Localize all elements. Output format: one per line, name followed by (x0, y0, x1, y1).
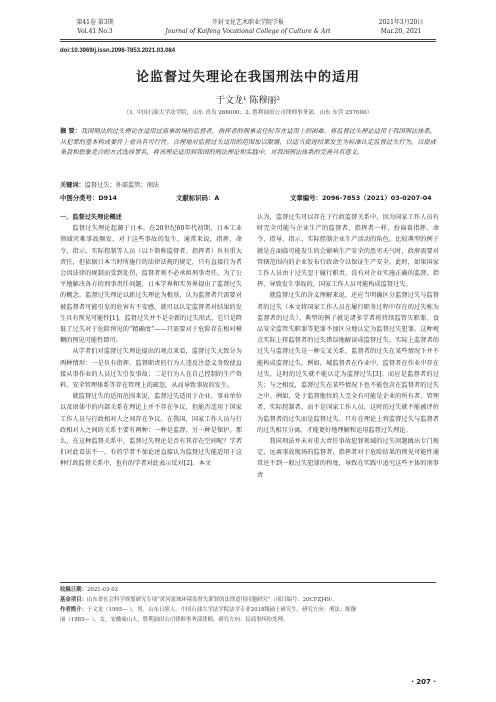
author-label: 作者简介： (60, 607, 87, 613)
publication-date-cn: 2021年3月20日 (378, 19, 424, 26)
paragraph: 监督过失理论起源于日本。在20世纪60年代初期，日本工业领域灾难事故频发，对于这些事故的发生，通常来说，指挥、命令、指示、实际控制等人员（以下简称监督者、指挥者）负有重大责任，但依据日本当时所施行的法律法规的规定，只有直接行为者会因法律的规制而受到处罚，监督者则不必承担刑事责任。为了公平地解决各方的刑事责任问题，日本学界和实务界提出了监督过失的概念。监督过失理论以新过失理论为根基，认为监督者只需要对被监督者可能引发的危害有不安感，就可以认定监督者对结果的发生具有预见可能性[1]。监督过失并不是全新的过失形式，它只是降低了过失对于危险预见的“精确度”——只需要对于危险存在相对模糊的预见可能性即可。 (60, 225, 243, 345)
running-head (60, 18, 436, 42)
journal-name-cn: 开封文化艺术职业学院学报 (211, 19, 284, 26)
author-value-1: 于文龙（1995— ），男，山东日照人，中国石油大学法学院法学专业2018级硕士研究生，研究方向：刑法；陈穆 (86, 607, 356, 613)
abstract-label: 摘 要： (60, 128, 81, 135)
volume-issue-en: Vol.41 No.3 (77, 28, 113, 35)
journal-name-en: Journal of Kaifeng Vocational College of Culture & Art (165, 28, 331, 35)
article-title: 论监督过失理论在我国刑法中的适用 (135, 70, 360, 85)
author-info (60, 606, 436, 614)
publication-date-en: Mar.20, 2021 (380, 28, 422, 35)
header-rule-thin (60, 41, 436, 42)
keywords (60, 180, 436, 189)
paragraph: 我国刑法并未对重大责任事故犯罪领域的过失问题做出专门规定，远离事故现场的监督者、指挥者对于危险结果的预见可能性通常还不到一般过失犯罪的程度，导致在实践中追究这些主体的刑事责 (257, 438, 439, 479)
doi[interactable]: doi:10.3969/j.issn.2096-7853.2021.03.084 (60, 48, 176, 54)
fund-info (60, 596, 436, 604)
volume-issue (60, 18, 130, 36)
volume-issue-cn: 第41卷 第3期 (76, 19, 114, 26)
keywords-label: 关键词： (60, 182, 85, 189)
paragraph: 从学者们对监督过失理论提出的观点来看，监督过失大致分为两种情形：一是负有指挥、监督职责的行为人违反注意义务致使直接从事作业的人员过失引发事故；二是行为人在自己控制的生产资料、安全管理体系等存在管理上的疏忽，从而导致事故的发生。 (60, 348, 242, 390)
body-column-left (60, 212, 242, 470)
article-number: 文章编号：2096-7853（2021）03-0207-04 (290, 194, 432, 202)
authors: 于文龙¹ 陈穆丽² (215, 96, 281, 106)
keywords-text: 监督过失；外部监管；刑法 (84, 182, 159, 189)
received-date (60, 586, 436, 594)
journal-name (155, 18, 341, 36)
clc-number: 中图分类号：D914 (60, 194, 117, 202)
affiliation: （1. 中国石油大学法学院，山东 青岛 266000；2. 胜利油田公司律师事务部，山东 东营 257000） (123, 110, 373, 116)
received-value: 2021-03-02 (86, 587, 119, 593)
page-number: · 207 · (411, 678, 436, 686)
fund-label: 基金项目： (60, 597, 87, 603)
author-value-2: 丽（1985— ），女，安徽砀山人，胜利油田公司律师事务部律师，研究方向：民商事纠纷处理。 (60, 617, 289, 623)
abstract (60, 127, 436, 159)
paragraph: 就监督过失的含义理解来说，还应当明确区分监督过失与监督者的过失（本文将国家工作人员在履行职务过程中存在的过失称为监督者的过失）。典型的例子就是诸多学者将持续监管失职罪、食品安全监管失职罪等犯罪不加区分地认定为监督过失犯罪。这种观点实际上将监督者的过失错误地解读成监督过失。实际上监督者的过失与监督过失是一种交叉关系，监督者的过失在某些情况下并不能构成监督过失。例如，城监督者在作业中，监督者在作业中存在过失，这时的过失就不能认定为监督过失[3]。而应是监督者的过失；与之相反，监督过失在某些情况下也不能包含在监督者的过失之中。例如，处于监督地位的人完全有可能是企业的所有者、管理者、实际控制者，而不是国家工作人员，这时的过失就不能被评价为监督者的过失而是监督过失。只有在理论上将监督过失与监督者的过失相互分离，才能更好地理解和运用监督过失理论。 (257, 292, 439, 434)
document-code: 文献标识码：A (176, 194, 220, 202)
fund-value: 山东省社会科学规划研究专项“黄河流域环境监督失职罪的法律适用问题研究”（项目编号：20CFZJ49）。 (86, 597, 339, 603)
paragraph: 就监督过失的适用范围来说，监督过失适用于企业、事业单位以及团体中的内部关系在理论上并不存在争议，但能否适用于国家工作人员与行政相对人之间存在争议。在我国，国家工作人员与行政相对人之间的关系主要有两种：一种是监督，另一种是保护。那么，在这种监督关系中，监督过失理论是否有其存在空间呢？学者们对此看法不一，有的学者不加论述直接认为监督过失能适用于这种行政监督关系中，也有的学者对此表示反对[2]。本文 (60, 393, 242, 468)
header-rule (60, 39, 436, 40)
paragraph: 认为，监督过失可以存在于行政监督关系中，因为国家工作人员有时完全可能与企业生产的监督者、指挥者一样，扮演着指挥、命令、指导、指示、实际控制企业生产活动的角色。比较典型的例子就是在面临可能发生的会影响生产安全的恶劣天气时，政府需要对管辖范围内的企业发布行政命令以保证生产安全。此时，如果国家工作人员由于过失忽于履行职责，没有对企业实施正确的监督、指挥，导致发生事故的，国家工作人员可能构成监督过失。 (257, 214, 439, 289)
footnote-rule (60, 582, 436, 583)
body-column-right (257, 212, 439, 481)
received-label: 收稿日期： (60, 587, 87, 593)
section-heading: 一、监督过失理论概述 (60, 214, 122, 221)
publication-date (366, 18, 436, 36)
abstract-text: 我国刑法的过失理论在适用过高事故场的监督者，指挥者的刑事责任时存在适用上的困难。将监督过失理论适用于我国刑法体系，从犯罪的基本构成要件上看具有可行性。合理地对监督过失适用的范围加以限缩，以适当促进结果发生为标准认定监督过失行为，以促成条款和想象竞合的方式选择罪名，将该理论适用到我国的刑法理论和实践中，对我国刑法体系的完善具有意义。 (60, 128, 436, 156)
author-info-cont (60, 616, 436, 624)
